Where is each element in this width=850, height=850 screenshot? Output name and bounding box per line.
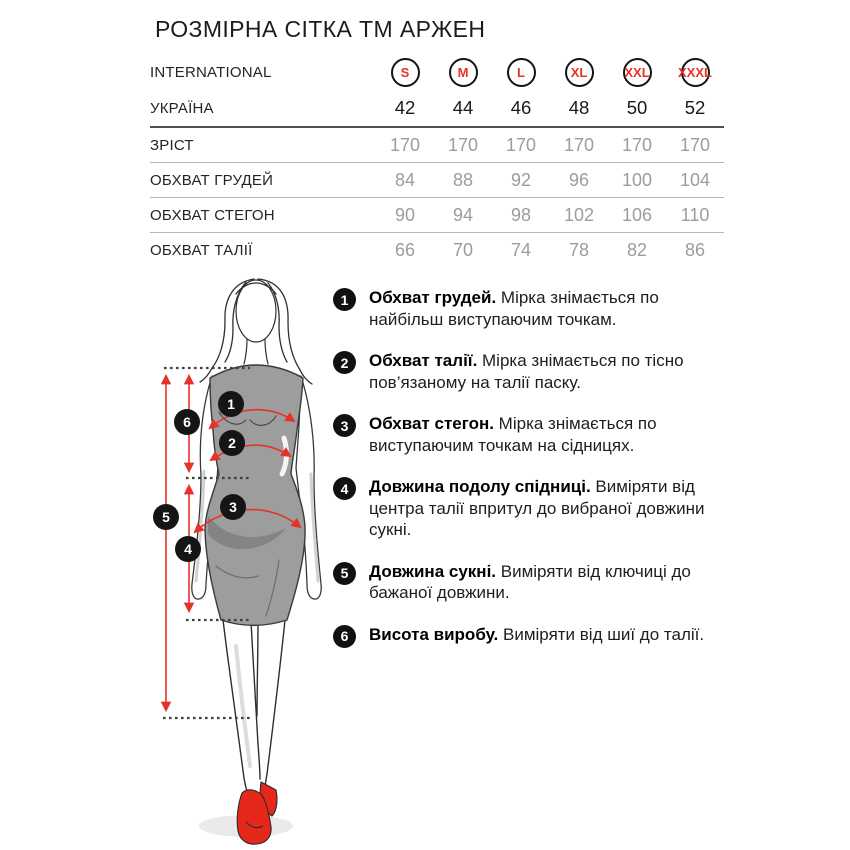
table-row-hips <box>150 197 724 232</box>
measure-value: 170 <box>389 134 421 155</box>
marker-4 <box>175 536 201 562</box>
size-badge-label: XL <box>570 64 588 80</box>
legend-text <box>369 350 735 393</box>
legend-number-badge: 2 <box>333 351 356 374</box>
measure-value: 74 <box>510 239 532 260</box>
measure-value: 106 <box>621 204 653 225</box>
legend-term: Обхват талії. <box>369 351 478 370</box>
legend-item-4 <box>333 476 735 541</box>
measure-value: 170 <box>447 134 479 155</box>
measure-value: 88 <box>452 169 474 190</box>
size-badge-xxxl <box>678 58 712 87</box>
table-row-chest <box>150 162 724 197</box>
size-badge-label: M <box>457 64 469 80</box>
legend-desc: Мірка знімається по виступаючим точкам на сідницях. <box>369 414 657 455</box>
size-badge-xxl <box>623 58 652 87</box>
svg-text:3: 3 <box>229 499 237 515</box>
legend-number-badge: 6 <box>333 625 356 648</box>
svg-text:2: 2 <box>228 435 236 451</box>
legend-desc: Виміряти від шиї до талії. <box>498 624 705 644</box>
legend-term: Обхват грудей. <box>369 288 497 307</box>
table-row-height <box>150 126 724 162</box>
measure-value: 170 <box>621 134 653 155</box>
legend-item-3 <box>333 413 735 456</box>
legend-desc: Мірка знімається по найбільш виступаючим точкам. <box>369 288 659 329</box>
row-label: ОБХВАТ ТАЛІЇ <box>150 241 253 259</box>
table-row-international <box>150 54 724 90</box>
row-label-international: INTERNATIONAL <box>150 63 272 81</box>
measure-value: 78 <box>568 239 590 260</box>
legend-desc: Виміряти від центра талії впритул до вибраної довжини сукні. <box>369 477 705 539</box>
legend-text <box>369 413 735 456</box>
row-label: ЗРІСТ <box>150 136 194 154</box>
svg-text:1: 1 <box>227 396 235 412</box>
legend-term: Довжина подолу спідниці. <box>369 477 591 496</box>
legend-number-badge: 3 <box>333 414 356 437</box>
legend-desc: Мірка знімається по тісно пов’язаному на талії паску. <box>369 351 684 392</box>
size-value: 50 <box>626 97 648 118</box>
measure-value: 90 <box>394 204 416 225</box>
measure-value: 110 <box>680 204 710 225</box>
measure-value: 70 <box>452 239 474 260</box>
svg-text:4: 4 <box>184 541 192 557</box>
measure-value: 170 <box>563 134 595 155</box>
table-row-ukraine <box>150 90 724 126</box>
measure-value: 100 <box>621 169 653 190</box>
size-badge-label: L <box>517 64 525 80</box>
measure-value: 102 <box>563 204 595 225</box>
legend-item-2 <box>333 350 735 393</box>
measure-value: 92 <box>510 169 532 190</box>
legend-text <box>369 476 735 541</box>
size-badge-label: XXL <box>624 64 650 80</box>
measurement-legend <box>333 287 735 668</box>
legend-number-badge: 1 <box>333 288 356 311</box>
legend-text <box>369 624 735 648</box>
legend-number-badge: 4 <box>333 477 356 500</box>
measure-value: 104 <box>679 169 711 190</box>
legend-text <box>369 561 735 604</box>
row-label: ОБХВАТ СТЕГОН <box>150 206 275 224</box>
face <box>236 280 276 342</box>
measure-value: 82 <box>626 239 648 260</box>
row-label: ОБХВАТ ГРУДЕЙ <box>150 171 274 189</box>
measure-value: 66 <box>394 239 416 260</box>
measure-value: 170 <box>505 134 537 155</box>
legs <box>223 620 285 791</box>
measure-value: 170 <box>679 134 711 155</box>
marker-2 <box>219 430 245 456</box>
row-label: УКРАЇНА <box>150 99 214 117</box>
legend-term: Висота виробу. <box>369 624 499 644</box>
size-value: 44 <box>452 97 474 118</box>
size-badge-xl <box>565 58 594 87</box>
measure-value: 86 <box>684 239 706 260</box>
size-value: 46 <box>510 97 532 118</box>
legend-desc: Виміряти від ключиці до бажаної довжини. <box>369 561 691 602</box>
legend-text <box>369 287 735 330</box>
size-value: 52 <box>684 97 706 118</box>
legend-number-badge: 5 <box>333 562 356 585</box>
marker-3 <box>220 494 246 520</box>
svg-text:6: 6 <box>183 414 191 430</box>
neck <box>244 339 268 364</box>
measure-value: 84 <box>394 169 416 190</box>
marker-6 <box>174 409 200 435</box>
size-badge-label: S <box>400 64 410 80</box>
legend-item-6 <box>333 624 735 648</box>
size-badge-l <box>507 58 536 87</box>
svg-text:5: 5 <box>162 509 170 525</box>
measure-value: 96 <box>568 169 590 190</box>
size-badge-m <box>449 58 478 87</box>
page-title: РОЗМІРНА СІТКА ТМ АРЖЕН <box>155 16 486 42</box>
size-value: 42 <box>394 97 416 118</box>
table-row-waist <box>150 232 724 267</box>
marker-5 <box>153 504 179 530</box>
size-value: 48 <box>568 97 590 118</box>
size-badge-s <box>391 58 420 87</box>
legend-term: Довжина сукні. <box>369 561 497 581</box>
measurement-figure <box>146 266 338 850</box>
marker-1 <box>218 391 244 417</box>
size-table <box>150 54 724 267</box>
legend-item-1 <box>333 287 735 330</box>
legend-term: Обхват стегон. <box>369 414 494 433</box>
size-badge-label: XXXL <box>678 64 712 80</box>
legend-item-5 <box>333 561 735 604</box>
measure-value: 94 <box>452 204 474 225</box>
measure-value: 98 <box>510 204 532 225</box>
